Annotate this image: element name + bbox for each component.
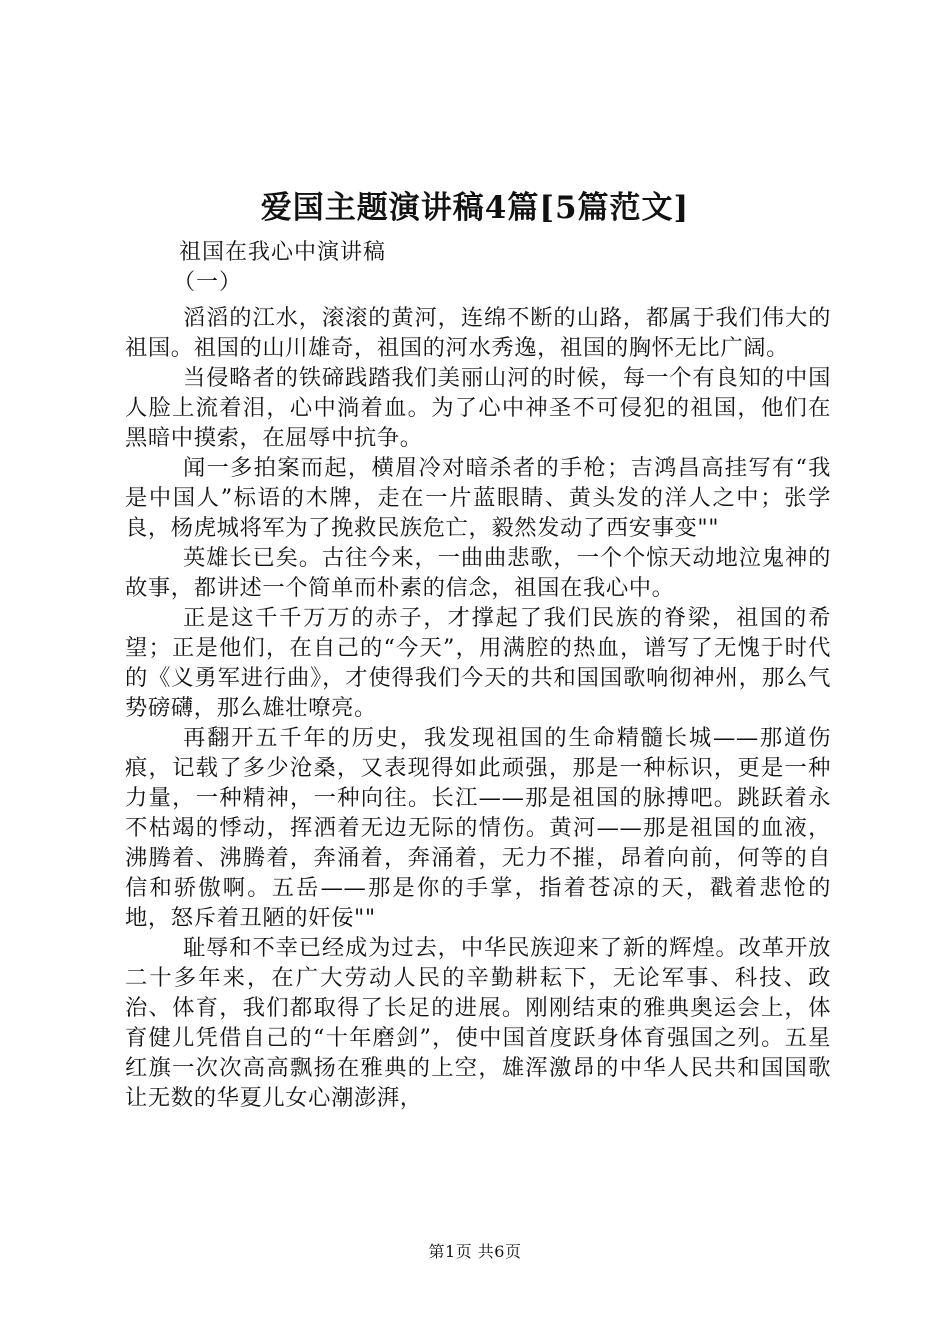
paragraph: 当侵略者的铁碲践踏我们美丽山河的时候，每一个有良知的中国人脸上流着泪，心中淌着血。为了心中神圣不可侵犯的祖国，他们在黑暗中摸索，在屈辱中抗争。 (125, 365, 831, 451)
paragraph: 英雄长已矣。古往今来，一曲曲悲歌，一个个惊天动地泣鬼神的故事，都讲述一个简单而朴素的信念，祖国在我心中。 (125, 545, 831, 601)
paragraph: 再翻开五千年的历史，我发现祖国的生命精髓长城——那道伤痕，记载了多少沧桑，又表现得如此顽强，那是一种标识，更是一种力量，一种精神，一种向往。长江——那是祖国的脉搏吧。跳跃着永不枯竭的悸动，挥洒着无边无际的情伤。黄河——那是祖国的血液，沸腾着、沸腾着，奔涌着，奔涌着，无力不摧，昂着向前，何等的自信和骄傲啊。五岳——那是你的手掌，指着苍凉的天，戳着悲怆的地，怒斥着丑陋的奸佞"" (125, 725, 831, 931)
paragraph: 闻一多拍案而起，横眉冷对暗杀者的手枪；吉鸿昌高挂写有“我是中国人”标语的木牌，走在一片蓝眼睛、黄头发的洋人之中；张学良，杨虎城将军为了挽救民族危亡，毅然发动了西安事变"" (125, 455, 831, 541)
paragraph: 耻辱和不幸已经成为过去，中华民族迎来了新的辉煌。改革开放二十多年来，在广大劳动人民的辛勤耕耘下，无论军事、科技、政治、体育，我们都取得了长足的进展。刚刚结束的雅典奥运会上，体育健儿凭借自己的“十年磨剑”，使中国首度跃身体育强国之列。五星红旗一次次高高飘扬在雅典的上空，雄浑激昂的中华人民共和国国歌让无数的华夏儿女心潮澎湃， (125, 935, 831, 1111)
page-footer: 第1页 共6页 (428, 1242, 522, 1261)
document-title: 爱国主题演讲稿4篇[5篇范文] (260, 190, 690, 226)
section-number: （一） (173, 270, 243, 295)
paragraph: 正是这千千万万的赤子，才撑起了我们民族的脊梁，祖国的希望；正是他们，在自己的“今天”，用满腔的热血，谱写了无愧于时代的《义勇军进行曲》，才使得我们今天的共和国国歌响彻神州，那么气势磅礴，那么雄壮嘹亮。 (125, 605, 831, 721)
paragraph: 滔滔的江水，滚滚的黄河，连绵不断的山路，都属于我们伟大的祖国。祖国的山川雄奇，祖国的河水秀逸，祖国的胸怀无比广阔。 (125, 305, 831, 361)
document-body (125, 238, 831, 1113)
speech-subtitle: 祖国在我心中演讲稿 (179, 240, 387, 265)
